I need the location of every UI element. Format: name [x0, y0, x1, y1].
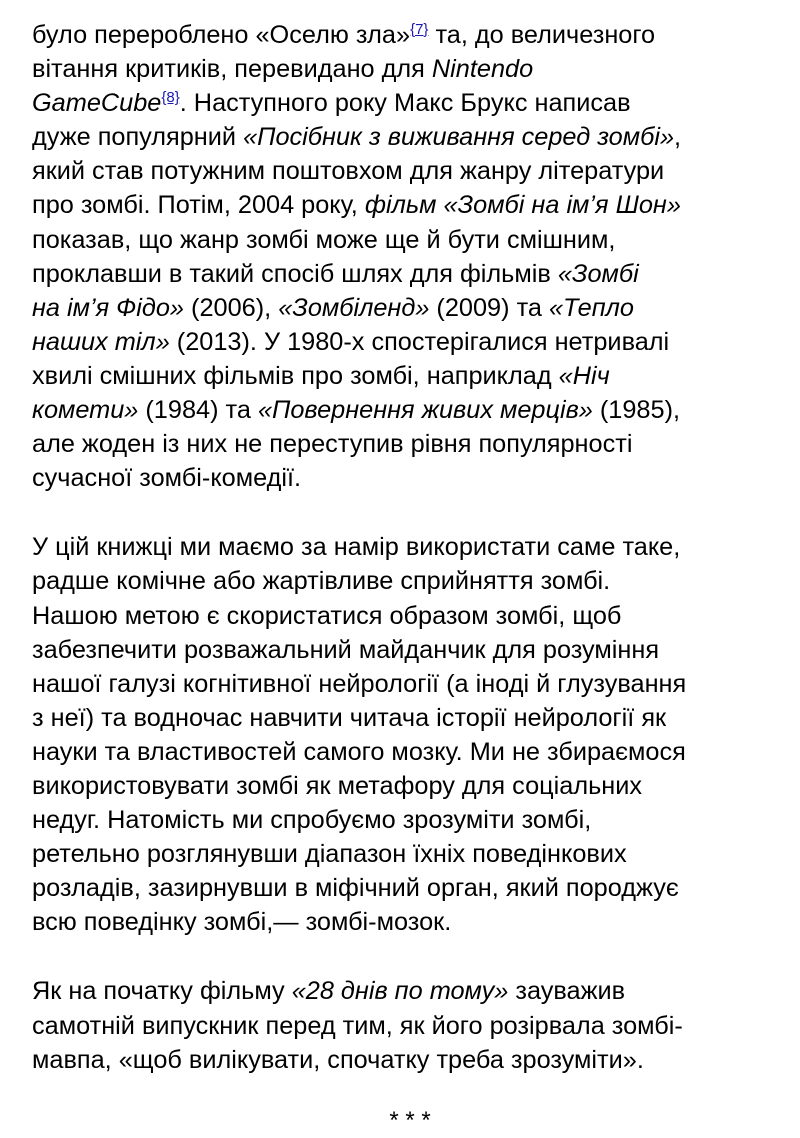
- text-line: було перероблено «Оселю зла»$^{\{7\}}$ та, до величезного: [32, 21, 656, 49]
- text-line: про зомбі. Потім, 2004 року, фільм «Зомбі на ім’я Шон»: [32, 191, 681, 220]
- text-line: мавпа, «щоб вилікувати, спочатку треба зрозуміти».: [32, 1045, 644, 1074]
- text-line: дуже популярний «Посібник з виживання серед зомбі»,: [32, 123, 682, 152]
- text-line: GameCube$^{\{8\}}$. Наступного року Макс Брукс написав: [32, 89, 631, 118]
- text-line: науки та властивостей самого мозку. Ми не збираємося: [32, 737, 686, 766]
- footnote-ref-8[interactable]: {8}: [161, 89, 180, 107]
- document-page: [32, 18, 774, 1138]
- section-divider: * * *: [389, 1106, 431, 1134]
- text-line: Нашою метою є скористатися образом зомбі, щоб: [32, 601, 622, 630]
- text-line: проклавши в такий спосіб шлях для фільмів «Зомбі: [32, 259, 639, 288]
- text-line: недуг. Натомість ми спробуємо зрозуміти зомбі,: [32, 806, 592, 835]
- footnote-ref-7[interactable]: {7}: [410, 21, 429, 38]
- text-line: всю поведінку зомбі,— зомбі-мозок.: [32, 908, 452, 937]
- text-line: комети» (1984) та «Повернення живих мерців» (1985),: [32, 396, 681, 425]
- text-line: на ім’я Фідо» (2006), «Зомбіленд» (2009) та «Тепло: [32, 293, 634, 322]
- text-line: У цій книжці ми маємо за намір використати саме таке,: [32, 533, 681, 562]
- paragraph-2: [32, 530, 774, 939]
- text-line: хвилі смішних фільмів про зомбі, наприклад «Ніч: [32, 361, 610, 390]
- text-line: самотній випускник перед тим, як його розірвала зомбі-: [32, 1011, 683, 1040]
- text-line: розладів, зазирнувши в міфічний орган, який породжує: [32, 874, 679, 903]
- text-line: ретельно розглянувши діапазон їхніх поведінкових: [32, 840, 627, 869]
- text-line: забезпечити розважальний майданчик для розуміння: [32, 635, 660, 664]
- text-line: сучасної зомбі-комедії.: [32, 464, 302, 493]
- text-line: наших тіл» (2013). У 1980-х спостерігалися нетривалі: [32, 327, 670, 356]
- text-line: з неї) та водночас навчити читача історії нейрології як: [32, 703, 667, 732]
- text-line: використовувати зомбі як метафору для соціальних: [32, 771, 643, 800]
- text-line: нашої галузі когнітивної нейрології (а іноді й глузування: [32, 669, 687, 698]
- paragraph-3: [32, 974, 774, 1076]
- paragraph-gap: [32, 495, 774, 530]
- text-line: вітання критиків, перевидано для Nintendo: [32, 55, 534, 84]
- text-line: але жоден із них не переступив рівня популярності: [32, 430, 633, 459]
- paragraph-gap: [32, 939, 774, 974]
- paragraph-1: [32, 18, 774, 495]
- text-line: який став потужним поштовхом для жанру літератури: [32, 157, 665, 186]
- text-line: показав, що жанр зомбі може ще й бути смішним,: [32, 225, 616, 254]
- text-line: Як на початку фільму «28 днів по тому» зауважив: [32, 977, 626, 1006]
- text-line: радше комічне або жартівливе сприйняття зомбі.: [32, 567, 611, 596]
